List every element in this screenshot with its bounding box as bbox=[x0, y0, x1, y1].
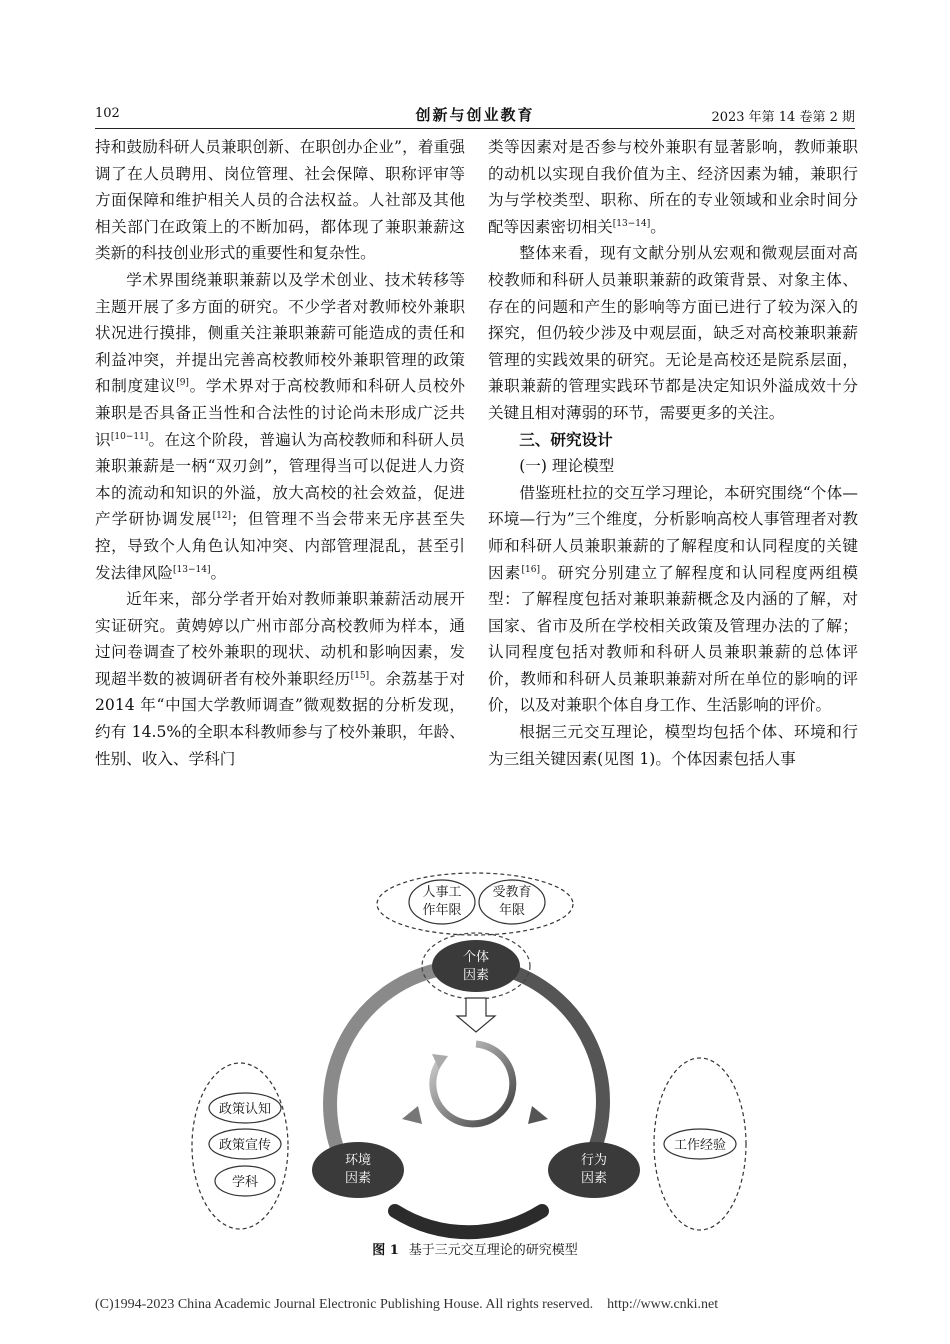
individual-node bbox=[432, 940, 520, 992]
discipline-label: 学科 bbox=[231, 1175, 259, 1190]
right-column bbox=[488, 134, 858, 772]
source-url[interactable]: http://www.cnki.net bbox=[607, 1297, 719, 1312]
citation[interactable]: [15] bbox=[350, 670, 370, 681]
text-run: 。学术界对于高校教师和科研人员校外兼职是否具备正当性和合法性的讨论尚未形成广泛共识 bbox=[95, 377, 465, 449]
text-run: 学术界围绕兼职兼薪以及学术创业、技术转移等主题开展了多方面的研究。不少学者对教师校外兼职状况进行摸排，侧重关注兼职兼薪可能造成的责任和利益冲突，并提出完善高校教师校外兼职管理的政策和制度建议 bbox=[95, 270, 465, 396]
text-run: 近年来，部分学者开始对教师兼职兼薪活动展开实证研究。黄娉婷以广州市部分高校教师为样本，通过问卷调查了校外兼职的现状、动机和影响因素，发现超半数的被调研者有校外兼职经历 bbox=[95, 590, 465, 688]
behavior-label: 行为 bbox=[580, 1153, 608, 1168]
header-rule bbox=[95, 128, 855, 129]
policy-promotion-label: 政策宣传 bbox=[218, 1138, 272, 1153]
individual-label: 个体 bbox=[462, 950, 490, 965]
ring-bottom-arc bbox=[395, 1211, 542, 1232]
behavior-label: 因素 bbox=[580, 1171, 608, 1186]
left-arrow-icon bbox=[402, 1106, 422, 1124]
paragraph bbox=[95, 586, 465, 772]
figure-caption-text: 基于三元交互理论的研究模型 bbox=[408, 1243, 578, 1258]
citation[interactable]: [13−14] bbox=[612, 218, 651, 229]
text-run: 。余荔基于对 2014 年“中国大学教师调查”微观数据的分析发现，约有 14.5%的全职本科教师参与了校外兼职，年龄、性别、收入、学科门 bbox=[95, 669, 465, 768]
research-model-figure bbox=[190, 866, 790, 1266]
education-years-label: 受教育 bbox=[492, 885, 532, 900]
down-arrow-icon bbox=[457, 998, 495, 1032]
text-run: 。研究分别建立了解程度和认同程度两组模型：了解程度包括对兼职兼薪概念及内涵的了解，对国家、省市及所在学校相关政策及管理办法的了解；认同程度包括对教师和科研人员兼职兼薪的总体评价，教师和科研人员兼职兼薪对所在单位的影响的评价，以及对兼职个体自身工作、生活影响的评价。 bbox=[488, 563, 858, 715]
citation[interactable]: [12] bbox=[212, 511, 232, 522]
work-experience-label: 工作经验 bbox=[673, 1138, 727, 1153]
paragraph: 持和鼓励科研人员兼职创新、在职创办企业”，着重强调了在人员聘用、岗位管理、社会保障、职称评审等方面保障和维护相关人员的合法权益。人社部及其他相关部门在政策上的不断加码，都体现了兼职兼薪这类新的科技创业形式的重要性和复杂性。 bbox=[95, 138, 465, 263]
citation[interactable]: [10−11] bbox=[110, 431, 149, 442]
journal-title: 创新与创业教育 bbox=[415, 106, 535, 124]
ring-right-arc bbox=[500, 968, 603, 1164]
paragraph: 根据三元交互理论，模型均包括个体、环境和行为三组关键因素(见图 1)。个体因素包括人事 bbox=[488, 723, 858, 768]
work-years-label: 人事工 bbox=[422, 885, 462, 900]
environment-label: 环境 bbox=[344, 1153, 372, 1168]
citation[interactable]: [13−14] bbox=[172, 564, 211, 575]
text-run: 。在这个阶段，普遍认为高校教师和科研人员兼职兼薪是一柄“双刃剑”，管理得当可以促进人力资本的流动和知识的外溢，放大高校的社会效益，促进产学研协调发展 bbox=[95, 430, 465, 529]
text-run: ；但管理不当会带来无序甚至失控，导致个人角色认知冲突、内部管理混乱，甚至引发法律风险 bbox=[95, 510, 465, 582]
issue-info: 2023 年第 14 卷第 2 期 bbox=[711, 110, 855, 125]
paragraph bbox=[488, 480, 858, 719]
left-column bbox=[95, 134, 465, 772]
environment-label: 因素 bbox=[344, 1171, 372, 1186]
citation[interactable]: [16] bbox=[521, 564, 540, 575]
section-heading: 三、研究设计 bbox=[519, 429, 613, 449]
text-run: 。 bbox=[650, 217, 666, 236]
paragraph bbox=[488, 134, 858, 240]
page-number: 102 bbox=[95, 106, 120, 121]
citation[interactable]: [9] bbox=[176, 378, 189, 389]
behavior-node bbox=[548, 1142, 640, 1198]
text-run: 借鉴班杜拉的交互学习理论，本研究围绕“个体—环境—行为”三个维度，分析影响高校人事管理者对教师和科研人员兼职兼薪的了解程度和认同程度的关键因素 bbox=[488, 483, 858, 582]
page-header bbox=[95, 106, 855, 128]
individual-label: 因素 bbox=[462, 968, 490, 983]
work-years-label: 作年限 bbox=[422, 903, 462, 918]
education-years-label: 年限 bbox=[498, 903, 526, 918]
policy-cognition-label: 政策认知 bbox=[218, 1102, 272, 1117]
text-run: 类等因素对是否参与校外兼职有显著影响，教师兼职的动机以实现自我价值为主、经济因素为辅，兼职行为与学校类型、职称、所在的专业领域和业余时间分配等因素密切相关 bbox=[488, 138, 858, 236]
subsection-heading: (一) 理论模型 bbox=[519, 457, 615, 476]
right-arrow-icon bbox=[528, 1106, 548, 1124]
figure-caption bbox=[0, 1239, 950, 1258]
paragraph bbox=[95, 267, 465, 586]
text-run: 。 bbox=[210, 563, 227, 582]
page-footer bbox=[95, 1297, 732, 1313]
environment-node bbox=[312, 1142, 404, 1198]
figure-caption-label: 图 1 bbox=[372, 1243, 399, 1258]
paragraph: 整体来看，现有文献分别从宏观和微观层面对高校教师和科研人员兼职兼薪的政策背景、对象主体、存在的问题和产生的影响等方面已进行了较为深入的探究，但仍较少涉及中观层面，缺乏对高校兼职兼薪管理的实践效果的研究。无论是高校还是院系层面，兼职兼薪的管理实践环节都是决定知识外溢成效十分关键且相对薄弱的环节，需要更多的关注。 bbox=[488, 244, 858, 422]
copyright-text: (C)1994-2023 China Academic Journal Electronic Publishing House. All rights reserved. bbox=[95, 1297, 594, 1312]
